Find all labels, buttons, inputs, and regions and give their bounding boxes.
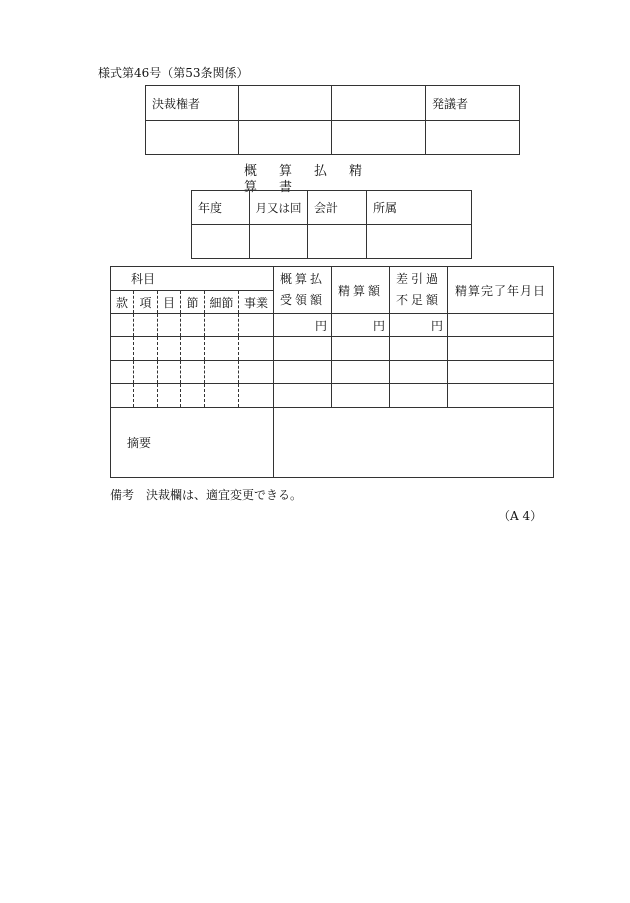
difference-header-line2: 不足額: [396, 293, 442, 307]
table-row: [111, 314, 554, 337]
subject-header: 科目: [131, 272, 156, 286]
sub-header-cell: [158, 291, 181, 314]
sub-header-cell: [239, 291, 274, 314]
form-number: 様式第46号（第53条関係）: [98, 66, 249, 80]
signature-cell: [239, 121, 332, 155]
department-header: 所属: [373, 201, 398, 215]
approval-cell: [239, 86, 332, 121]
yen-unit: [332, 314, 390, 337]
estimate-header-line1: 概算払: [280, 272, 326, 286]
month-header-cell: [250, 191, 308, 225]
difference-header-line1: 差引過: [396, 272, 442, 286]
summary-label-cell: [111, 408, 274, 478]
table-row: [111, 384, 554, 408]
value-cell: [308, 225, 367, 259]
yen-unit-text: 円: [373, 318, 386, 333]
yen-unit-text: 円: [315, 318, 328, 333]
summary-label: 摘要: [127, 436, 152, 450]
account-header: 会計: [314, 201, 339, 215]
year-header: 年度: [198, 201, 223, 215]
yen-unit: [274, 314, 332, 337]
period-table: [191, 190, 472, 259]
sub-header-jigyou: 事業: [244, 295, 269, 310]
value-cell: [192, 225, 250, 259]
yen-unit: [390, 314, 448, 337]
sub-header-cell: [111, 291, 134, 314]
completion-date-header-cell: [448, 267, 554, 314]
account-header-cell: [308, 191, 367, 225]
sub-header-saisetsu: 細節: [209, 295, 234, 310]
sub-header-moku: 目: [162, 295, 175, 310]
yen-unit-text: 円: [431, 318, 444, 333]
month-header: 月又は回: [255, 200, 302, 215]
settlement-header-cell: [332, 267, 390, 314]
value-cell: [250, 225, 308, 259]
value-cell: [367, 225, 472, 259]
signature-cell: [146, 121, 239, 155]
sub-header-kan: 款: [115, 295, 128, 310]
remarks: 備考 決裁欄は、適宜変更できる。: [110, 488, 303, 502]
settlement-header: 精算額: [338, 283, 384, 298]
department-header-cell: [367, 191, 472, 225]
table-row: [111, 337, 554, 361]
sub-header-setsu: 節: [186, 295, 199, 310]
decider-label-cell: [146, 86, 239, 121]
paper-size: （A 4）: [498, 509, 543, 523]
sub-header-kou: 項: [139, 295, 152, 310]
proposer-label-cell: [426, 86, 520, 121]
table-row: [111, 361, 554, 384]
sub-header-cell: [134, 291, 158, 314]
proposer-label: 発議者: [432, 96, 469, 111]
signature-cell: [426, 121, 520, 155]
summary-value-cell: [274, 408, 554, 478]
sub-header-cell: [181, 291, 205, 314]
estimate-header-line2: 受領額: [280, 293, 326, 307]
document-title-text: 概算払精算書: [244, 164, 385, 195]
approval-cell: [332, 86, 426, 121]
signature-cell: [332, 121, 426, 155]
sub-header-cell: [205, 291, 239, 314]
year-header-cell: [192, 191, 250, 225]
difference-header-cell: [390, 267, 448, 314]
approval-table: [145, 85, 520, 155]
decider-label: 決裁権者: [152, 96, 201, 111]
estimate-header-cell: [274, 267, 332, 314]
completion-date-header: 精算完了年月日: [455, 283, 547, 298]
settlement-table: [110, 266, 554, 478]
subject-header-cell: [111, 267, 274, 291]
